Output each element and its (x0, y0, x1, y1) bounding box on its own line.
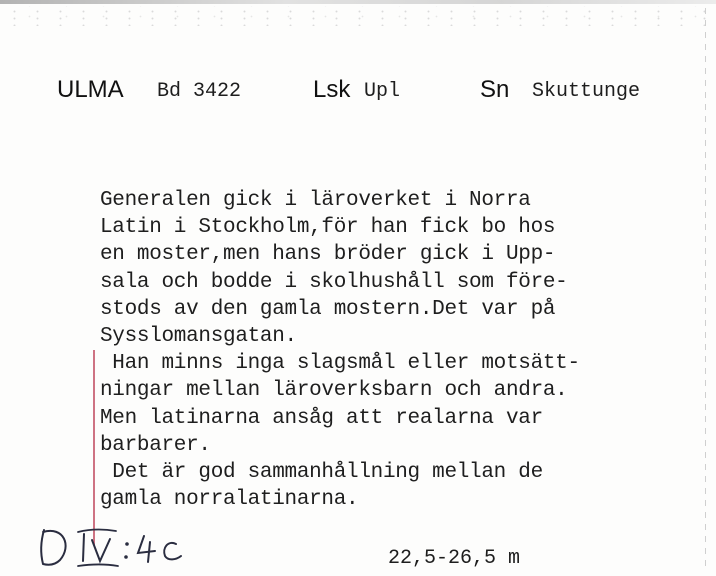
landskap-label: Lsk (313, 76, 351, 103)
record-line: barbarer. (100, 433, 211, 457)
record-line: Generalen gick i läroverket i Norra (100, 189, 531, 212)
record-line: Han minns inga slagsmål eller motsätt- (100, 352, 580, 376)
handwritten-classification-code (34, 520, 204, 570)
landskap-value: Upl (364, 80, 401, 103)
record-line: Men latinarna ansåg att realarna var (100, 406, 543, 430)
card-top-edge (0, 0, 716, 4)
card-right-edge (705, 8, 706, 568)
record-line: Latin i Stockholm,för han fick bo hos (100, 216, 556, 240)
record-line: sala och bodde i skolhushåll som före- (100, 270, 568, 294)
record-text (100, 187, 580, 513)
record-line: stods av den gamla mostern.Det var på (100, 297, 556, 321)
archive-number: Bd 3422 (157, 80, 242, 103)
record-line: Sysslomansgatan. (100, 324, 297, 348)
measurement-text: 22,5-26,5 m (388, 547, 521, 570)
socken-value: Skuttunge (532, 80, 641, 103)
paper-specks (0, 6, 716, 26)
red-margin-line (93, 350, 95, 545)
archive-label: ULMA (57, 76, 124, 103)
record-line: gamla norralatinarna. (100, 488, 359, 512)
record-line: Det är god sammanhållning mellan de (100, 460, 543, 484)
socken-label: Sn (480, 76, 510, 103)
record-line: ningar mellan läroverksbarn och andra. (100, 379, 568, 403)
record-line: en moster,men hans bröder gick i Upp- (100, 243, 556, 267)
